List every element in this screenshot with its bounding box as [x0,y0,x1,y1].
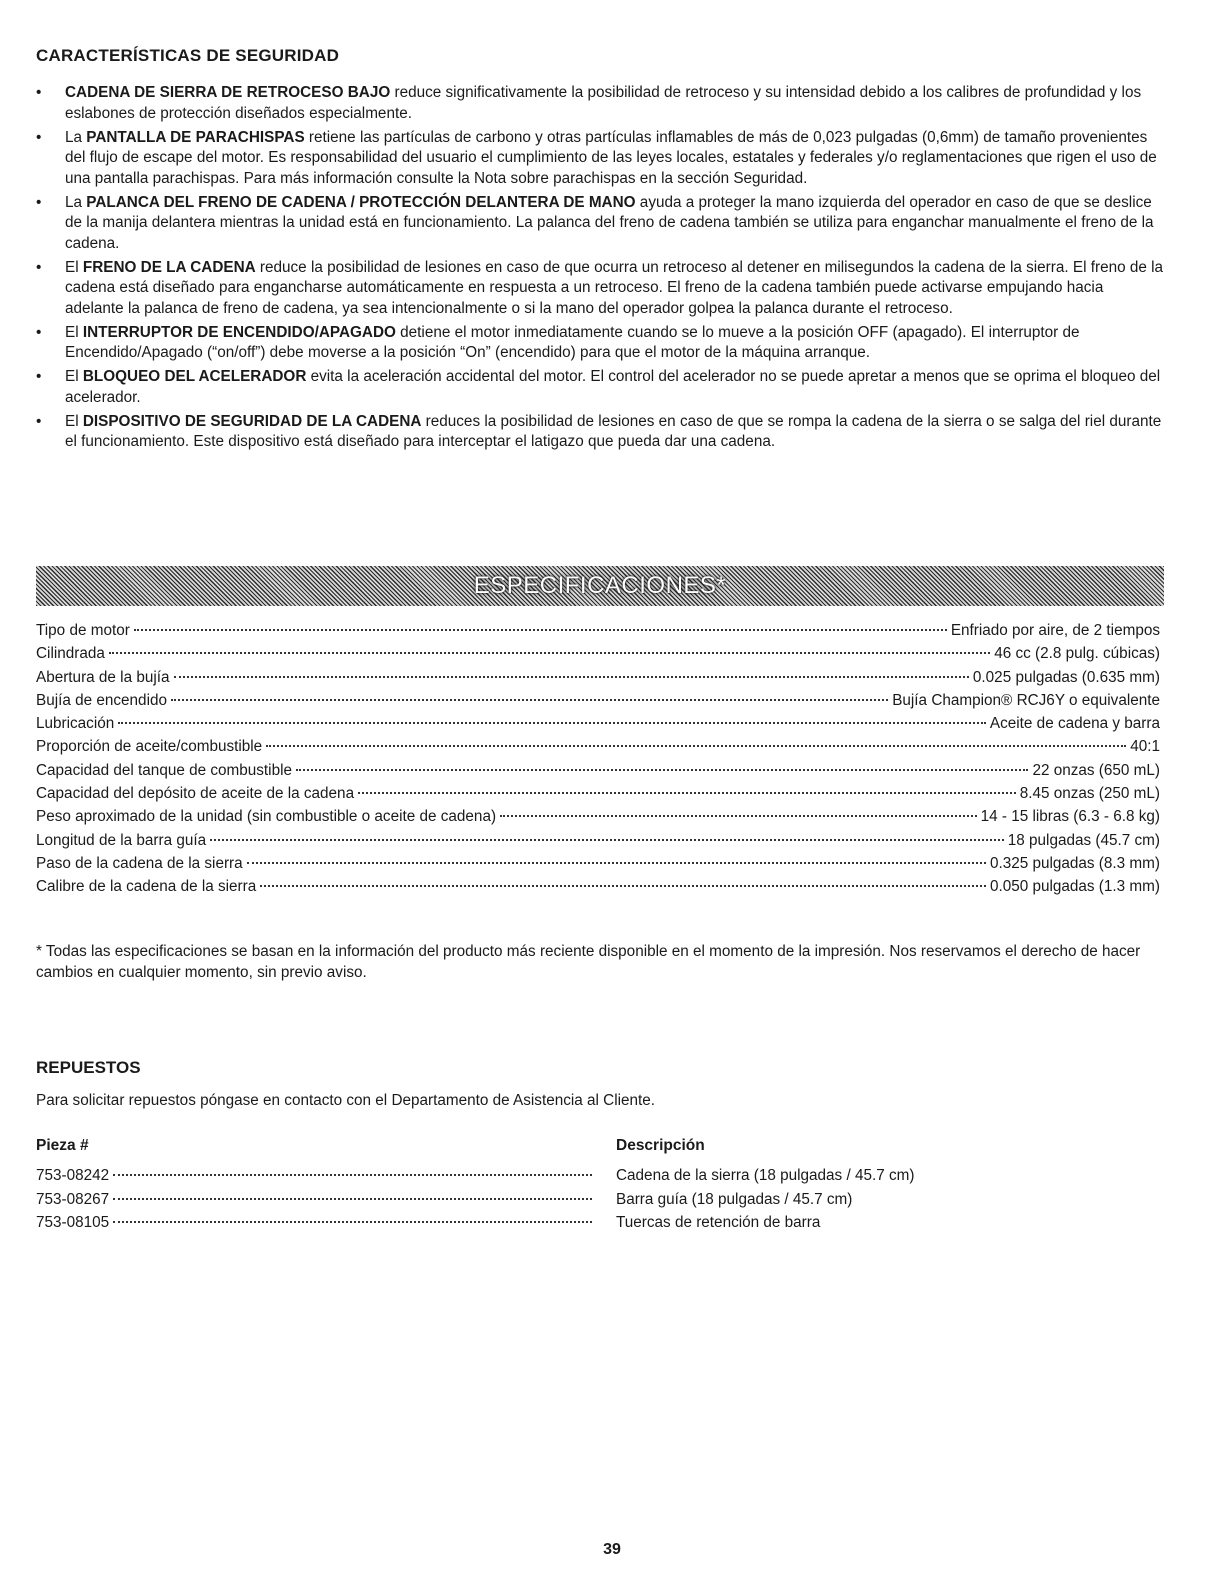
page-number: 39 [603,1541,621,1558]
dot-leader [134,629,947,631]
dot-leader [113,1198,592,1200]
part-description: Barra guía (18 pulgadas / 45.7 cm) [616,1190,853,1208]
spec-value: 8.45 onzas (250 mL) [1019,785,1160,803]
spec-value: 0.325 pulgadas (8.3 mm) [989,854,1160,872]
spec-row [36,782,1160,805]
spec-label: Cilindrada [36,645,105,663]
spec-row [36,759,1160,782]
specifications-list [36,619,1160,899]
spec-row [36,689,1160,712]
spec-value: 40:1 [1130,738,1160,756]
spec-row [36,805,1160,828]
dot-leader [260,885,986,887]
spec-value: Bujía Champion® RCJ6Y o equivalente [892,691,1160,709]
dot-leader [118,722,986,724]
spec-label: Lubricación [36,715,115,733]
spec-label: Paso de la cadena de la sierra [36,854,243,872]
spec-label: Calibre de la cadena de la sierra [36,878,257,896]
spec-value: 0.025 pulgadas (0.635 mm) [972,668,1160,686]
specifications-banner [36,566,1164,606]
safety-features-heading: CARACTERÍSTICAS DE SEGURIDAD [36,46,340,65]
spec-value: Aceite de cadena y barra [989,715,1160,733]
part-number: 753-08242 [36,1167,110,1184]
safety-item-chain-brake: • El FRENO DE LA CADENA reduce la posibilidad de lesiones en caso de que ocurra un retroceso al detener en milisegundos la cadena de la sierra. El freno de la cadena está diseñado para engancharse automáticamente en respuesta a un retroceso. El freno de la cadena también puede activarse empujando hacia adelante la palanca de freno de cadena, ya sea intencionalmente o si la mano del operador golpea la palanca durante el retroceso. [36,258,1164,317]
spec-row [36,712,1160,735]
bullet-icon: • [36,323,42,341]
dot-leader [266,745,1126,747]
dot-leader [358,792,1016,794]
spec-label: Proporción de aceite/combustible [36,738,263,756]
safety-item-low-kickback-chain: • CADENA DE SIERRA DE RETROCESO BAJO reduce significativamente la posibilidad de retroceso y su intensidad debido a los calibres de profundidad y los eslabones de protección diseñados especialmente. [36,84,1142,122]
safety-features-list [36,83,1164,456]
parts-intro: Para solicitar repuestos póngase en contacto con el Departamento de Asistencia al Cliente. [36,1092,656,1109]
parts-heading: REPUESTOS [36,1058,141,1077]
part-row [36,1211,1160,1235]
specifications-heading: ESPECIFICACIONES* [473,572,727,599]
spec-row [36,875,1160,898]
spec-value: 18 pulgadas (45.7 cm) [1007,831,1160,849]
dot-leader [113,1174,592,1176]
safety-item-on-off-switch: • El INTERRUPTOR DE ENCENDIDO/APAGADO detiene el motor inmediatamente cuando se lo mueve a la posición OFF (apagado). El interruptor de Encendido/Apagado (“on/off”) debe moverse a la posición “On” (encendido) para que el motor de la máquina arranque. [36,323,1080,361]
part-number: 753-08267 [36,1190,110,1208]
parts-column-part-number: Pieza # [36,1137,89,1154]
bullet-icon: • [36,128,42,146]
spec-value: 22 onzas (650 mL) [1032,761,1160,779]
specifications-footnote: * Todas las especificaciones se basan en la información del producto más reciente disponible en el momento de la impresión. Nos reservamos el derecho de hacer cambios en cualquier momento, sin previo aviso. [36,943,1141,981]
bullet-icon: • [36,258,42,276]
spec-row [36,642,1160,665]
bullet-icon: • [36,412,42,430]
part-description: Tuercas de retención de barra [616,1214,821,1231]
parts-list [36,1164,1160,1235]
dot-leader [174,676,969,678]
dot-leader [171,699,888,701]
spec-row [36,666,1160,689]
spec-row [36,852,1160,875]
bullet-icon: • [36,84,42,101]
spec-value: Enfriado por aire, de 2 tiempos [950,622,1160,639]
spec-label: Capacidad del tanque de combustible [36,761,292,779]
spec-value: 14 - 15 libras (6.3 - 6.8 kg) [980,808,1160,826]
spec-label: Tipo de motor [36,622,130,639]
spec-label: Peso aproximado de la unidad (sin combustible o aceite de cadena) [36,808,497,826]
spec-value: 46 cc (2.8 pulg. cúbicas) [994,645,1160,663]
dot-leader [210,839,1004,841]
part-number: 753-08105 [36,1214,110,1231]
dot-leader [296,769,1028,771]
dot-leader [109,652,990,654]
parts-column-description: Descripción [616,1137,705,1154]
spec-label: Abertura de la bujía [36,668,170,686]
part-row [36,1164,1160,1188]
bullet-icon: • [36,368,42,385]
spec-value: 0.050 pulgadas (1.3 mm) [989,878,1160,896]
bullet-icon: • [36,193,42,211]
dot-leader [500,815,977,817]
part-row [36,1188,1160,1212]
safety-item-chain-brake-lever: • La PALANCA DEL FRENO DE CADENA / PROTECCIÓN DELANTERA DE MANO ayuda a proteger la mano izquierda del operador en caso de que se deslice de la manija delantera mientras la unidad está en funcionamiento. La palanca del freno de cadena también se utiliza para enganchar manualmente el freno de la cadena. [36,193,1154,252]
part-description: Cadena de la sierra (18 pulgadas / 45.7 cm) [616,1167,915,1184]
dot-leader [247,862,986,864]
safety-item-spark-arrestor: • La PANTALLA DE PARACHISPAS retiene las partículas de carbono y otras partículas inflamables de más de 0,023 pulgadas (0,6mm) de tamaño provenientes del flujo de escape del motor. Es responsabilidad del usuario el cumplimiento de las leyes locales, estatales y federales y/o reglamentaciones que rigen el uso de una pantalla parachispas. Para más información consulte la Nota sobre parachispas en la sección Seguridad. [36,128,1157,187]
safety-item-chain-catcher: • El DISPOSITIVO DE SEGURIDAD DE LA CADENA reduces la posibilidad de lesiones en caso de que se rompa la cadena de la sierra o se salga del riel durante el funcionamiento. Este dispositivo está diseñado para interceptar el latigazo que pueda dar una cadena. [36,412,1162,450]
spec-label: Longitud de la barra guía [36,831,207,849]
spec-row [36,619,1160,642]
spec-row [36,735,1160,758]
safety-item-throttle-lockout: • El BLOQUEO DEL ACELERADOR evita la aceleración accidental del motor. El control del acelerador no se puede apretar a menos que se oprima el bloqueo del acelerador. [36,368,1161,406]
spec-label: Bujía de encendido [36,691,167,709]
dot-leader [113,1221,592,1223]
spec-row [36,829,1160,852]
spec-label: Capacidad del depósito de aceite de la cadena [36,785,355,803]
